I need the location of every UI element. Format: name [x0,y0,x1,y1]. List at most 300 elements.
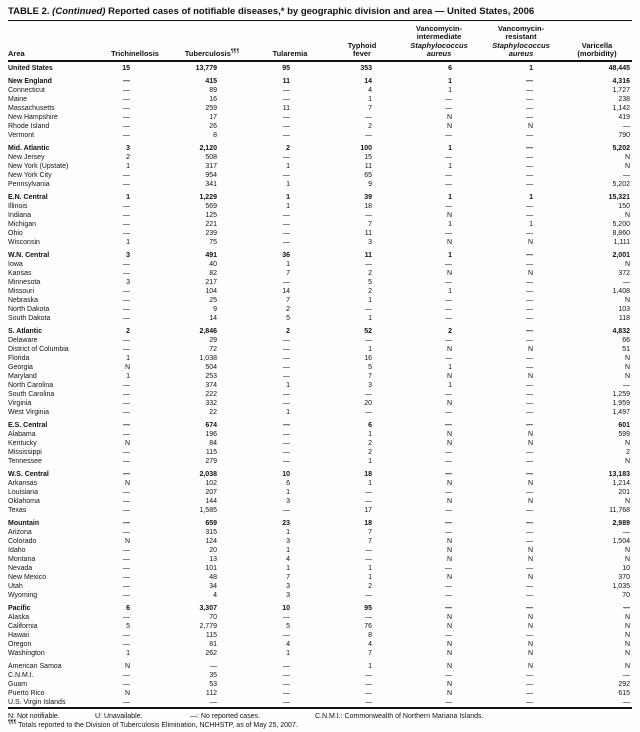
value-cell: 8,860 [612,230,630,238]
area-cell: C.N.M.I. [8,672,34,680]
area-cell: Oklahoma [8,498,40,506]
table-row [8,470,632,479]
value-cell: 10 [622,565,630,573]
value-cell: — [526,520,533,528]
value-cell: 34 [209,583,217,591]
table-row [8,345,632,354]
value-cell: — [526,681,533,689]
value-cell: 262 [205,650,217,658]
value-cell: — [123,489,130,497]
value-cell: — [445,520,452,528]
value-cell: 103 [618,306,630,314]
value-cell: — [283,458,290,466]
value-cell: — [526,337,533,345]
value-cell: — [445,565,452,573]
table-row [8,104,632,113]
table-row [8,305,632,314]
table-row [8,528,632,537]
table-row [8,555,632,564]
value-cell: 115 [205,449,217,457]
value-cell: N [624,632,630,640]
area-cell: Minnesota [8,279,41,287]
value-cell: — [623,699,630,707]
area-cell: Puerto Rico [8,690,45,698]
value-cell: — [365,212,372,220]
value-cell: 2,989 [612,520,630,528]
value-cell: 5,200 [612,221,630,229]
area-cell: E.S. Central [8,422,48,430]
area-cell: Mountain [8,520,40,528]
value-cell: N [446,650,452,658]
value-cell: — [526,565,533,573]
table-row [8,537,632,546]
area-cell: E.N. Central [8,194,48,202]
value-cell: — [623,672,630,680]
value-cell: 1 [368,574,372,582]
value-cell: 1 [286,163,290,171]
value-cell: 14 [364,78,372,86]
column-header-line: intermediate [416,32,462,42]
table-row [8,193,632,202]
value-cell: 2 [368,123,372,131]
value-cell: — [283,221,290,229]
value-cell: 1,214 [612,480,630,488]
value-cell: — [445,203,452,211]
value-cell: 6 [368,422,372,430]
area-cell: South Dakota [8,315,51,323]
value-cell: N [446,400,452,408]
value-cell: 1 [126,355,130,363]
value-cell: 104 [205,288,217,296]
value-cell: 48 [209,574,217,582]
value-cell: 2,779 [199,623,217,631]
value-cell: — [365,699,372,707]
area-cell: Delaware [8,337,38,345]
table-row [8,662,632,671]
value-cell: 10 [282,471,290,479]
value-cell: — [526,538,533,546]
value-cell: N [446,547,452,555]
table-row [8,144,632,153]
value-cell: 259 [205,105,217,113]
value-cell: — [283,212,290,220]
value-cell: — [123,422,130,430]
table-row [8,153,632,162]
value-cell: — [623,605,630,613]
value-cell: N [446,641,452,649]
value-cell: N [527,556,533,564]
value-cell: 1,585 [199,507,217,515]
value-cell: — [365,547,372,555]
value-cell: 2 [126,328,130,336]
table-row [8,640,632,649]
value-cell: 1 [286,382,290,390]
value-cell: 1 [368,315,372,323]
table-row [8,439,632,448]
column-header [254,21,326,61]
value-cell: 3 [126,279,130,287]
area-cell: Maryland [8,373,37,381]
value-cell: 2 [368,270,372,278]
value-cell: — [283,172,290,180]
value-cell: — [283,507,290,515]
area-cell: Idaho [8,547,26,555]
value-cell: — [623,529,630,537]
value-cell: 9 [213,306,217,314]
value-cell: N [624,614,630,622]
value-cell: 84 [209,440,217,448]
area-cell: Utah [8,583,23,591]
value-cell: 72 [209,346,217,354]
value-cell: N [446,538,452,546]
value-cell: N [446,346,452,354]
value-cell: 2,120 [199,145,217,153]
value-cell: 1,038 [199,355,217,363]
value-cell: 2 [286,145,290,153]
value-cell: — [283,391,290,399]
value-cell: — [445,632,452,640]
value-cell: — [526,279,533,287]
table-row [8,604,632,613]
value-cell: 1,727 [612,87,630,95]
area-cell: Virginia [8,400,32,408]
column-header-line: Tuberculosis¶¶¶ [184,48,240,58]
area-cell: Kansas [8,270,32,278]
value-cell: 1 [368,480,372,488]
value-cell: N [624,458,630,466]
value-cell: — [283,373,290,381]
table-row [8,211,632,220]
value-cell: — [445,391,452,399]
value-cell: — [123,221,130,229]
value-cell: 89 [209,87,217,95]
value-cell: — [365,409,372,417]
value-cell: 95 [364,605,372,613]
value-cell: N [527,498,533,506]
value-cell: — [526,315,533,323]
value-cell: N [527,574,533,582]
value-cell: — [210,663,217,671]
value-cell: 1 [448,78,452,86]
value-cell: 144 [205,498,217,506]
value-cell: 615 [618,690,630,698]
value-cell: 4 [368,641,372,649]
value-cell: — [526,449,533,457]
value-cell: — [123,172,130,180]
value-cell: 22 [209,409,217,417]
value-cell: — [445,422,452,430]
table-row [8,591,632,600]
table-row [8,399,632,408]
table-row [8,296,632,305]
value-cell: N [624,498,630,506]
value-cell: 954 [205,172,217,180]
value-cell: 370 [618,574,630,582]
value-cell: N [624,163,630,171]
value-cell: 39 [364,194,372,202]
value-cell: — [123,458,130,466]
table-row [8,238,632,247]
value-cell: 53 [209,681,217,689]
value-cell: 3 [126,252,130,260]
value-cell: — [445,605,452,613]
value-cell: N [446,123,452,131]
area-cell: New York City [8,172,52,180]
value-cell: — [123,212,130,220]
value-cell: 7 [368,373,372,381]
value-cell: 1 [448,194,452,202]
value-cell: 1 [286,529,290,537]
table-row [8,649,632,658]
area-cell: New York (Upstate) [8,163,69,171]
footnote-tuberculosis-text: Totals reported to the Division of Tuberculosis Elimination, NCHHSTP, as of May 25, 2007. [18,722,298,730]
value-cell: 124 [205,538,217,546]
value-cell: 221 [205,221,217,229]
value-cell: N [624,297,630,305]
area-cell: W.S. Central [8,471,49,479]
area-cell: New Jersey [8,154,45,162]
value-cell: — [283,672,290,680]
value-cell: 1 [448,87,452,95]
column-header-line: resistant [505,32,537,42]
table-row [8,354,632,363]
area-cell: New Mexico [8,574,47,582]
value-cell: 6 [126,605,130,613]
value-cell: 8 [368,632,372,640]
column-header [100,21,170,61]
value-cell: 1 [286,547,290,555]
value-cell: 1 [126,239,130,247]
value-cell: — [526,382,533,390]
value-cell: — [123,565,130,573]
value-cell: N [527,123,533,131]
value-cell: — [283,632,290,640]
area-cell: Massachusetts [8,105,55,113]
table-row [8,631,632,640]
value-cell: — [526,409,533,417]
value-cell: N [446,431,452,439]
value-cell: — [123,471,130,479]
value-cell: — [283,346,290,354]
value-cell: 23 [282,520,290,528]
value-cell: 11 [364,163,372,171]
value-cell: — [123,382,130,390]
column-header-line: Typhoid [347,40,377,50]
footnote-legend-item: N: Not notifiable. [8,713,60,721]
area-cell: California [8,623,38,631]
value-cell: — [123,556,130,564]
value-cell: — [283,279,290,287]
value-cell: 16 [364,355,372,363]
area-cell: Mississippi [8,449,42,457]
value-cell: — [445,449,452,457]
value-cell: N [527,614,533,622]
area-cell: Pennsylvania [8,181,50,189]
value-cell: — [526,422,533,430]
area-cell: Arkansas [8,480,38,488]
area-cell: Florida [8,355,30,363]
value-cell: — [526,172,533,180]
value-cell: 7 [368,529,372,537]
table-row [8,448,632,457]
value-cell: — [526,145,533,153]
table-row [8,408,632,417]
table-row [8,77,632,86]
value-cell: N [527,547,533,555]
area-cell: South Carolina [8,391,55,399]
value-cell: 1,142 [612,105,630,113]
table-row [8,269,632,278]
value-cell: — [526,212,533,220]
value-cell: 125 [205,212,217,220]
table-row [8,671,632,680]
table-row [8,202,632,211]
value-cell: N [446,574,452,582]
value-cell: 2 [368,449,372,457]
footnote-legend [8,712,632,721]
value-cell: — [526,690,533,698]
notifiable-diseases-table [8,21,632,709]
value-cell: — [123,614,130,622]
table-row [8,421,632,430]
area-cell: Oregon [8,641,32,649]
value-cell: 20 [209,547,217,555]
value-cell: 5 [368,364,372,372]
value-cell: 332 [205,400,217,408]
value-cell: 4 [213,592,217,600]
value-cell: 374 [205,382,217,390]
value-cell: N [624,261,630,269]
table-row [8,457,632,466]
table-row [8,506,632,515]
value-cell: 3 [286,538,290,546]
value-cell: 1,504 [612,538,630,546]
value-cell: 17 [209,114,217,122]
value-cell: — [445,172,452,180]
value-cell: — [445,261,452,269]
value-cell: — [365,306,372,314]
value-cell: 75 [209,239,217,247]
value-cell: — [445,279,452,287]
column-header [562,21,632,61]
value-cell: — [526,391,533,399]
value-cell: — [283,355,290,363]
column-header-species-line: Staphylococcus [410,40,468,50]
value-cell: 491 [205,252,217,260]
area-cell: Rhode Island [8,123,50,131]
value-cell: — [365,614,372,622]
value-cell: 5 [286,623,290,631]
value-cell: 1 [286,194,290,202]
value-cell: 7 [286,574,290,582]
value-cell: 1,959 [612,400,630,408]
value-cell: N [124,440,130,448]
value-cell: 9 [368,181,372,189]
value-cell: 1 [448,288,452,296]
value-cell: 65 [364,172,372,180]
value-cell: 81 [209,641,217,649]
value-cell: — [123,346,130,354]
value-cell: 659 [205,520,217,528]
value-cell: N [624,547,630,555]
value-cell: N [527,641,533,649]
value-cell: — [123,230,130,238]
value-cell: 18 [364,471,372,479]
value-cell: — [283,663,290,671]
value-cell: 14 [209,315,217,323]
area-cell: Montana [8,556,36,564]
area-cell: Iowa [8,261,23,269]
value-cell: — [123,78,130,86]
table-row [8,479,632,488]
table-row [8,519,632,528]
value-cell: 1 [286,489,290,497]
value-cell: 11 [282,105,290,113]
table-title-prefix: TABLE 2. [8,6,50,17]
area-cell: United States [8,65,53,73]
value-cell: 1 [448,163,452,171]
value-cell: 3 [286,498,290,506]
value-cell: 1 [448,252,452,260]
table-row [8,390,632,399]
area-cell: New Hampshire [8,114,58,122]
value-cell: — [283,154,290,162]
value-cell: — [123,261,130,269]
value-cell: — [365,681,372,689]
value-cell: — [123,529,130,537]
value-cell: — [365,391,372,399]
table-row [8,698,632,708]
area-cell: North Dakota [8,306,50,314]
value-cell: N [624,355,630,363]
value-cell: 504 [205,364,217,372]
area-cell: North Carolina [8,382,54,390]
table-row [8,251,632,260]
value-cell: 1,259 [612,391,630,399]
value-cell: — [365,114,372,122]
value-cell: — [445,154,452,162]
value-cell: 2,001 [612,252,630,260]
value-cell: 1 [368,663,372,671]
area-cell: Nevada [8,565,33,573]
area-cell: Alaska [8,614,30,622]
area-cell: Georgia [8,364,33,372]
table-row [8,680,632,689]
value-cell: — [123,181,130,189]
value-cell: N [527,239,533,247]
value-cell: — [526,230,533,238]
table-row [8,162,632,171]
value-cell: — [283,690,290,698]
value-cell: — [526,96,533,104]
column-header-area: Area [8,21,100,61]
value-cell: 1 [286,181,290,189]
table-row [8,314,632,323]
area-cell: Ohio [8,230,23,238]
value-cell: 1 [368,96,372,104]
table-row [8,95,632,104]
table-row [8,113,632,122]
value-cell: — [123,547,130,555]
value-cell: 4 [286,556,290,564]
value-cell: 353 [360,65,372,73]
value-cell: 1 [126,194,130,202]
value-cell: 1 [286,261,290,269]
value-cell: — [123,123,130,131]
value-cell: 7 [286,270,290,278]
value-cell: — [283,614,290,622]
column-header-line: Vancomycin- [415,24,463,33]
